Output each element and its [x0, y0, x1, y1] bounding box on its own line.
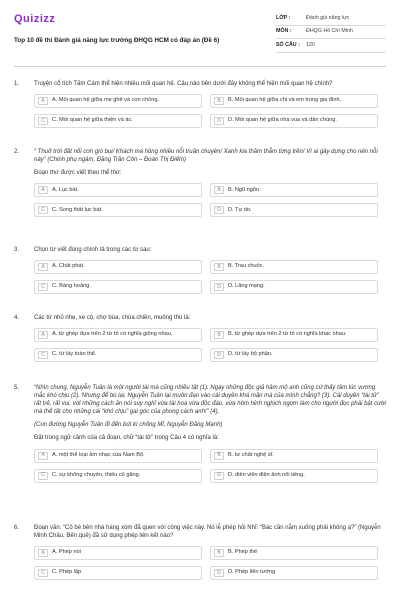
option-c[interactable]	[34, 469, 202, 483]
option-text: A. Chất phát.	[52, 263, 85, 270]
option-text: A. Lục bát.	[52, 186, 79, 193]
option-letter: A	[38, 331, 48, 339]
option-b[interactable]	[210, 449, 378, 463]
option-a[interactable]	[34, 260, 202, 274]
option-c[interactable]	[34, 280, 202, 294]
meta-table	[276, 12, 386, 53]
meta-value: 120	[306, 41, 315, 48]
option-c[interactable]	[34, 203, 202, 217]
question-number: 6.	[14, 525, 20, 531]
question-text: Các từ nhỏ nhẹ, xe cộ, chợ búa, chùa chiền, muông thú là:	[34, 315, 191, 321]
option-d[interactable]	[210, 203, 378, 217]
quizizz-logo: Quizizz	[14, 13, 56, 25]
option-d[interactable]	[210, 469, 378, 483]
question-2	[14, 148, 386, 217]
meta-value: ĐHQG Hồ Chí Minh	[306, 28, 353, 35]
options-grid	[34, 449, 386, 483]
header-divider	[14, 66, 386, 67]
question-text: Đoạn văn: “Cô bé bên nhà hàng xóm đã quen với công việc này. Nó lễ phép hỏi Nhĩ: “Bác cần nằm xuống phải không ạ?” (Nguyễn Minh Châu, Bến quê) đã sử dụng phép liên kết nào?	[34, 525, 381, 540]
meta-key: LỚP :	[276, 14, 291, 21]
question-text: Truyện cổ tích Tấm Cám thể hiện nhiều mối quan hệ. Câu nào bên dưới đây không thể hiện mối quan hệ chính?	[34, 81, 333, 87]
option-text: B. Phép thế	[228, 549, 258, 556]
question-number: 1.	[14, 81, 20, 87]
option-letter: D	[214, 117, 224, 125]
option-b[interactable]	[210, 260, 378, 274]
option-letter: C	[38, 117, 48, 125]
question-1	[14, 80, 386, 128]
option-text: A. Mối quan hệ giữa mẹ ghẻ và con chồng.	[52, 97, 159, 104]
option-b[interactable]	[210, 183, 378, 197]
option-letter: C	[38, 206, 48, 214]
option-c[interactable]	[34, 566, 202, 580]
option-c[interactable]	[34, 114, 202, 128]
question-text: “ Thuở trời đất nổi cơn gió bụi/ Khách má hồng nhiều nỗi truân chuyên/ Xanh kia thăm thẳm từng trên/ Vì ai gây dựng cho nên nỗi này” (Chinh phụ ngâm, Đặng Trần Côn – Đoàn Thị Điểm)	[34, 149, 378, 164]
question-number: 3.	[14, 247, 20, 253]
option-letter: A	[38, 263, 48, 271]
option-letter: D	[214, 472, 224, 480]
meta-row-class	[276, 12, 386, 26]
option-letter: A	[38, 452, 48, 460]
question-prompt: Đoạn thơ được viết theo thể thơ:	[34, 170, 122, 177]
option-d[interactable]	[210, 348, 378, 362]
meta-key: MÔN :	[276, 28, 292, 35]
option-a[interactable]	[34, 449, 202, 463]
option-text: B. Mối quan hệ giữa chị và em trong gia đình.	[228, 97, 342, 104]
option-b[interactable]	[210, 546, 378, 560]
option-c[interactable]	[34, 348, 202, 362]
option-d[interactable]	[210, 114, 378, 128]
meta-row-subject	[276, 26, 386, 40]
option-text: A. từ ghép đựa trên 2 từ tố có nghĩa giống nhau.	[52, 331, 173, 338]
option-d[interactable]	[210, 566, 378, 580]
question-text: Chọn từ viết đúng chính tả trong các từ sau:	[34, 247, 152, 253]
option-text: B. tư chất nghệ sĩ.	[228, 451, 274, 458]
option-text: D. từ láy bộ phận.	[228, 351, 273, 358]
question-prompt: Đặt trong ngữ cảnh của cả đoạn, chữ “tài tử” trong Câu 4 có nghĩa là:	[34, 435, 219, 442]
question-6	[14, 524, 386, 580]
source-citation: (Con đường Nguyễn Tuân đi đến bút kí chống Mĩ, Nguyễn Đăng Mạnh)	[34, 422, 223, 429]
question-5	[14, 384, 386, 483]
option-text: A. một thể loại âm nhạc của Nam Bộ.	[52, 451, 145, 458]
option-text: C. sự không chuyên, thiếu cố gắng.	[52, 471, 141, 478]
option-a[interactable]	[34, 546, 202, 560]
option-text: C. Song thất lục bát.	[52, 206, 103, 213]
option-text: C. Phép lặp	[52, 569, 82, 576]
question-number: 4.	[14, 315, 20, 321]
document-header	[14, 10, 386, 60]
option-b[interactable]	[210, 94, 378, 108]
option-letter: C	[38, 351, 48, 359]
option-a[interactable]	[34, 328, 202, 342]
options-grid	[34, 183, 386, 217]
option-text: B. Ngũ ngôn.	[228, 186, 261, 193]
options-grid	[34, 260, 386, 294]
option-text: C. Mối quan hệ giữa thiện và ác.	[52, 117, 133, 124]
option-letter: D	[214, 283, 224, 291]
option-text: B. Trau chuốc.	[228, 263, 265, 270]
option-a[interactable]	[34, 183, 202, 197]
option-letter: B	[214, 263, 224, 271]
question-number: 2.	[14, 149, 20, 155]
option-letter: B	[214, 331, 224, 339]
option-letter: D	[214, 206, 224, 214]
question-text: “Nhìn chung, Nguyễn Tuân là một người tài mà cũng nhiều tật (1). Ngay những độc giả hâm mộ anh cũng cứ thấy tâm lúc vương mắc khó chịu (2). Nhưng để bù lại, Nguyễn Tuân lại muôn đạo vào cái duyên khá mặn mà của mình chẳng? (3). Cái duyên “tài tử” rất trẻ, rất vui, với những cách ăn nói suy nghĩ vừa tài hoa vừa độc đáo, vừa hóm hỉnh nghịch ngợm làm cho người đọc phải bật cười mà thể tất cho những cái “khó chịu” gai góc của phong cách anh!” (4).	[34, 385, 386, 416]
option-text: D. diễn viên điện ảnh nổi tiếng.	[228, 471, 305, 478]
option-letter: B	[214, 186, 224, 194]
option-d[interactable]	[210, 280, 378, 294]
option-letter: A	[38, 97, 48, 105]
option-text: C. từ láy toàn thể.	[52, 351, 97, 358]
option-text: D. Phép liên tưởng	[228, 569, 276, 576]
option-letter: B	[214, 549, 224, 557]
meta-row-count	[276, 39, 386, 53]
option-a[interactable]	[34, 94, 202, 108]
option-text: C. Bàng hoàng.	[52, 283, 91, 290]
option-text: D. Mối quan hệ giữa nhà vua và dân chúng.	[228, 117, 337, 124]
options-grid	[34, 94, 386, 128]
option-letter: B	[214, 452, 224, 460]
option-text: A. Phép nối	[52, 549, 81, 556]
meta-value: Đánh giá năng lực	[306, 14, 350, 21]
option-letter: C	[38, 472, 48, 480]
option-b[interactable]	[210, 328, 378, 342]
option-text: B. từ ghép dựa trên 2 từ tố có nghĩa khác nhau.	[228, 331, 347, 338]
option-letter: C	[38, 569, 48, 577]
option-letter: C	[38, 283, 48, 291]
option-text: D. Tự do.	[228, 206, 252, 213]
option-letter: A	[38, 549, 48, 557]
options-grid	[34, 546, 386, 580]
question-number: 5.	[14, 385, 20, 391]
question-4	[14, 314, 386, 362]
question-3	[14, 246, 386, 294]
option-letter: B	[214, 97, 224, 105]
options-grid	[34, 328, 386, 362]
option-letter: D	[214, 351, 224, 359]
meta-key: SỐ CÂU :	[276, 41, 300, 48]
document-title: Top 10 đề thi Đánh giá năng lực trường ĐHQG HCM có đáp án (Đề 6)	[14, 37, 220, 44]
option-text: D. Lãng mạng.	[228, 283, 265, 290]
option-letter: D	[214, 569, 224, 577]
option-letter: A	[38, 186, 48, 194]
